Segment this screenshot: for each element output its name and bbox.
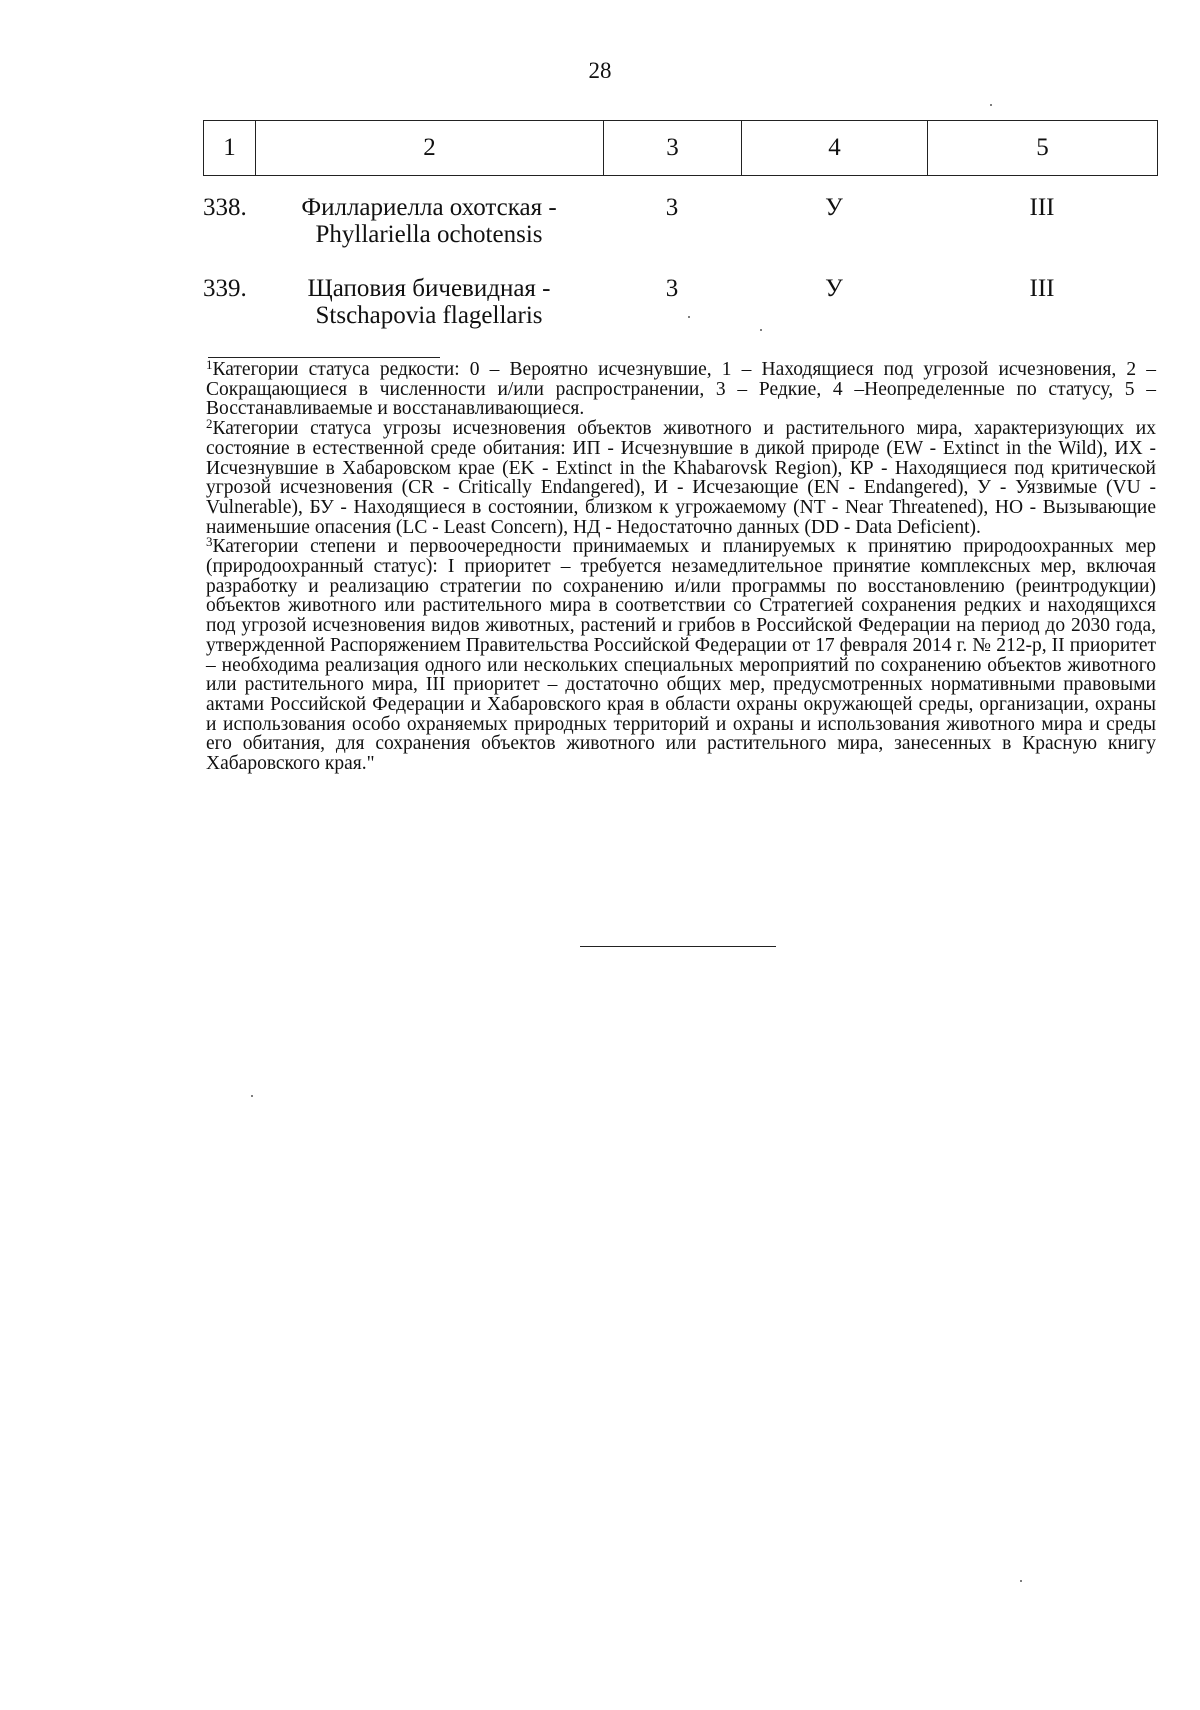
footnotes — [206, 357, 1156, 775]
footnote-marker: 1 — [206, 357, 213, 372]
end-of-document-rule — [580, 946, 776, 947]
footnote-3 — [206, 534, 1156, 775]
threat-status: У — [825, 275, 843, 302]
column-header-1: 1 — [204, 121, 256, 176]
column-header-4: 4 — [742, 121, 928, 176]
rarity-category: 3 — [665, 194, 679, 221]
species-name-russian: Филлариелла охотская - — [301, 194, 557, 221]
row-number: 338. — [203, 194, 247, 221]
column-header-row — [204, 121, 1158, 176]
conservation-priority: III — [1029, 275, 1055, 302]
species-name — [255, 275, 603, 329]
species-name-russian: Щаповия бичевидная - — [307, 275, 551, 302]
footnote-text: Категории статуса редкости: 0 – Вероятно исчезнувшие, 1 – Находящиеся под угрозой исчезновения, 2 – Сокращающиеся в численности и/или распространении, 3 – Редкие, 4 –Неопределенные по статусу, 5 – Восстанавливаемые и восстанавливающиеся. — [206, 359, 1156, 420]
column-header-2: 2 — [256, 121, 604, 176]
scan-speck — [990, 104, 992, 106]
scan-speck — [251, 1095, 253, 1097]
scan-speck — [1020, 1580, 1022, 1582]
footnote-text: Категории статуса угрозы исчезновения объектов животного и растительного мира, характеризующих их состояние в естественной среде обитания: ИП - Исчезнувшие в дикой природе (EW - Extinct in the Wild), ИХ - Исчезнувшие в Хабаровском крае (EK - Extinct in the Khabarovsk Region), КР - Находящиеся под критической угрозой исчезновения (CR - Critically Endangered), И - Исчезающие (EN - Endangered), У - Уязвимые (VU - Vulnerable), БУ - Находящиеся в состоянии, близком к угрожаемому (NT - Near Threatened), НО - Вызывающие наименьшие опасения (LC - Least Concern), НД - Недостаточно данных (DD - Data Deficient). — [206, 418, 1156, 538]
species-name — [255, 194, 603, 248]
row-number: 339. — [203, 275, 247, 302]
column-header-5: 5 — [928, 121, 1158, 176]
footnote-marker: 3 — [206, 534, 213, 550]
column-header-table — [203, 120, 1158, 176]
footnote-marker: 2 — [206, 416, 213, 432]
page-number: 28 — [588, 58, 612, 83]
species-name-latin: Stschapovia flagellaris — [315, 302, 543, 329]
column-header-3: 3 — [604, 121, 742, 176]
table-row — [203, 275, 1157, 335]
footnote-2 — [206, 416, 1156, 538]
footnote-text: Категории степени и первоочередности принимаемых и планируемых к принятию природоохранных мер (природоохранный статус): I приоритет – требуется незамедлительное принятие комплексных мер, включая разработку и реализацию стратегии по сохранению и/или программы по восстановлению (реинтродукции) объектов животного или растительного мира в соответствии со Стратегией сохранения редких и находящихся под угрозой исчезновения видов животных, растений и грибов в Российской Федерации на период до 2030 года, утвержденной Распоряжением Правительства Российской Федерации от 17 февраля 2014 г. № 212-р, II приоритет – необходима реализация одного или нескольких специальных мероприятий по сохранению объектов животного или растительного мира, III приоритет – достаточно общих мер, предусмотренных нормативными правовыми актами Российской Федерации и Хабаровского края в области охраны окружающей среды, организации, охраны и использования особо охраняемых природных территорий и охраны и использования животного мира и среды его обитания, для сохранения объектов животного или растительного мира, занесенных в Красную книгу Хабаровского края." — [206, 536, 1156, 775]
footnote-separator — [208, 357, 440, 358]
threat-status: У — [825, 194, 843, 221]
species-name-latin: Phyllariella ochotensis — [315, 221, 543, 248]
footnote-1 — [206, 357, 1156, 420]
table-row — [203, 194, 1157, 254]
conservation-priority: III — [1029, 194, 1055, 221]
rarity-category: 3 — [665, 275, 679, 302]
scan-speck — [688, 316, 690, 318]
scan-speck — [760, 329, 762, 331]
